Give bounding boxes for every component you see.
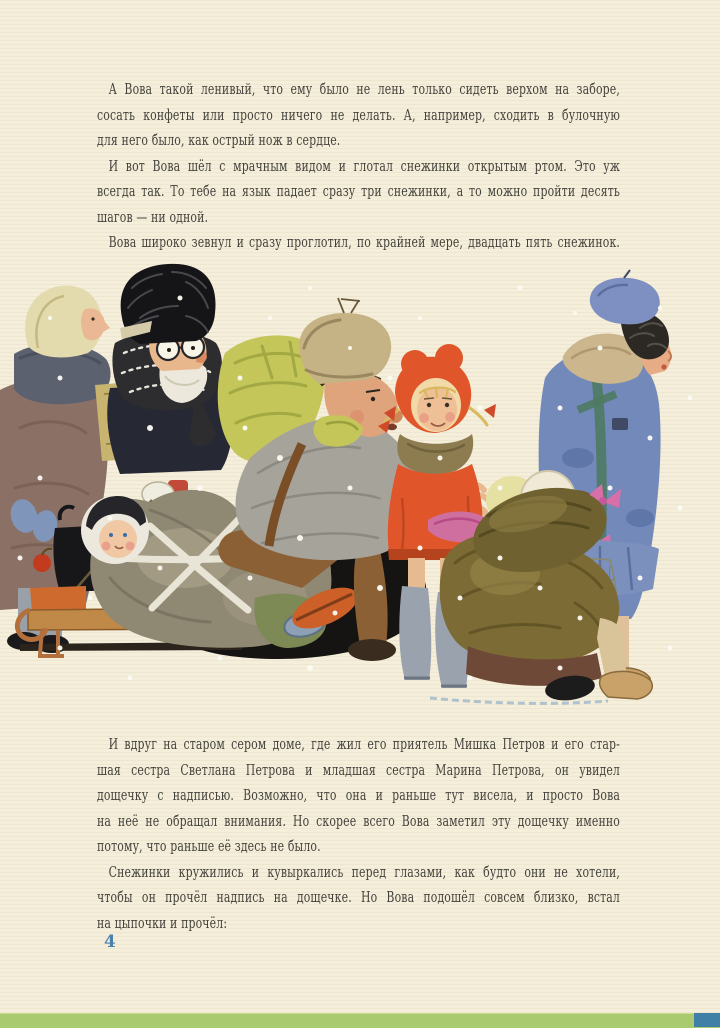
text-line: И вдруг на старом сером доме, где жил его приятель Мишка Петров и его стар-: [97, 732, 620, 758]
text-line: для него было, как острый нож в сердце.: [97, 128, 620, 154]
text-line: дощечку с надписью. Возможно, что она и раньше тут висела, и просто Вова: [97, 783, 620, 809]
text-line: Снежинки кружились и кувыркались перед глазами, как будто они не хотели,: [97, 860, 620, 886]
text-line: А Вова такой ленивый, что ему было не лень только сидеть верхом на заборе,: [97, 77, 620, 103]
text-line: чтобы он прочёл надпись на дощечке. Но Вова подошёл совсем близко, встал: [97, 885, 620, 911]
bottom-text-block: [97, 732, 620, 936]
text-line: всегда так. То тебе на язык падает сразу три снежинки, а то можно пройти десять: [97, 179, 620, 205]
text-line: сосать конфеты или просто ничего не делать. А, например, сходить в булочную: [97, 103, 620, 129]
page-number: 4: [104, 932, 116, 952]
text-line: шагов — ни одной.: [97, 205, 620, 231]
illustration: [0, 258, 720, 713]
next-page-edge-corner: [694, 1013, 720, 1027]
next-page-edge: [0, 1013, 720, 1028]
text-line: шая сестра Светлана Петрова и младшая сестра Марина Петрова, он увидел: [97, 758, 620, 784]
text-line: И вот Вова шёл с мрачным видом и глотал снежинки открытым ртом. Это уж: [97, 154, 620, 180]
text-line: на цыпочки и прочёл:: [97, 911, 620, 937]
text-line: на неё не обращал внимания. Но скорее всего Вова заметил эту дощечку именно: [97, 809, 620, 835]
top-text-block: [97, 77, 620, 256]
text-line: Вова широко зевнул и сразу проглотил, по крайней мере, двадцать пять снежинок.: [97, 230, 620, 256]
text-line: потому, что раньше её здесь не было.: [97, 834, 620, 860]
